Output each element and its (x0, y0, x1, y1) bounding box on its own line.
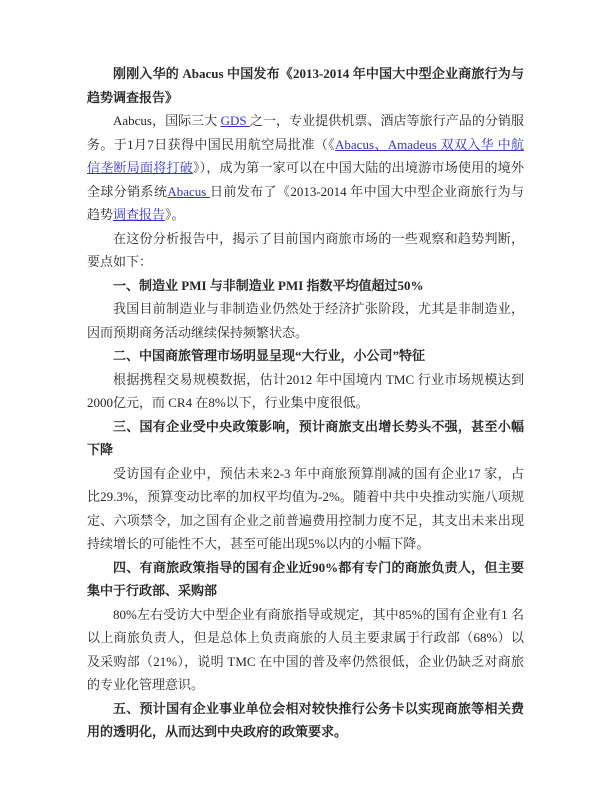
paragraph (87, 603, 524, 697)
text-run: 二、中国商旅管理市场明显呈现“大行业，小公司”特征 (113, 348, 426, 363)
hyperlink[interactable]: GDS (220, 113, 250, 128)
section-heading (87, 415, 524, 462)
hyperlink[interactable]: Abacus (167, 183, 210, 199)
document-title (87, 62, 524, 109)
text-run: 根据携程交易规模数据，估计2012 年中国境内 TMC 行业市场规模达到2000亿元，而 CR4 在8%以下，行业集中度很低。 (87, 371, 524, 410)
text-run: 日前发布了《2013-2014 年中国大中型企业商旅行为与趋势 (87, 183, 524, 222)
text-run: 80%左右受访大中型企业有商旅指导或规定，其中85%的国有企业有1 名以上商旅负责人，但是总体上负责商旅的人员主要隶属于行政部（68%）以及采购部（21%），说明 TMC 在中国的普及率仍然很低，企业仍缺乏对商旅的专业化管理意识。 (87, 606, 524, 692)
hyperlink[interactable]: Abacus、Amadeus 双双入华 中航信垄断局面将打破 (87, 136, 524, 175)
text-run: 我国目前制造业与非制造业仍然处于经济扩张阶段，尤其是非制造业，因而预期商务活动继续保持频繁状态。 (87, 301, 524, 340)
text-run: 四、有商旅政策指导的国有企业近90%都有专门的商旅负责人，但主要集中于行政部、采购部 (87, 559, 524, 598)
section-heading (87, 556, 524, 603)
text-run: 》。 (165, 207, 185, 222)
document-content (87, 62, 524, 744)
text-run: 受访国有企业中，预估未来2-3 年中商旅预算削减的国有企业17 家，占比29.3%，预算变动比率的加权平均值为-2%。随着中共中央推动实施八项规定、六项禁令，加之国有企业之前普遍费用控制力度不足，其支出未来出现持续增长的可能性不大，甚至可能出现5%以内的小幅下降。 (87, 465, 524, 551)
paragraph (87, 109, 524, 227)
text-run: 之一，专业提供机票、酒店等旅行产品的分销服务。于1月7日获得中国民用航空局批准（《 (87, 113, 524, 152)
section-heading (87, 274, 524, 298)
text-run: 一、制造业 PMI 与非制造业 PMI 指数平均值超过50% (113, 277, 424, 293)
text-run: 刚刚入华的 Abacus 中国发布《2013-2014 年中国大中型企业商旅行为与趋势调查报告》 (87, 66, 524, 105)
section-heading (87, 344, 524, 368)
text-run: 》），成为第一家可以在中国大陆的出境游市场使用的境外全球分销系统 (87, 160, 524, 199)
text-run: 在这份分析报告中，揭示了目前国内商旅市场的一些观察和趋势判断，要点如下： (87, 230, 524, 269)
paragraph (87, 227, 524, 274)
hyperlink[interactable]: 调查报告 (113, 207, 166, 222)
paragraph (87, 462, 524, 556)
paragraph (87, 297, 524, 344)
section-heading (87, 697, 524, 744)
text-run: 五、预计国有企业事业单位会相对较快推行公务卡以实现商旅等相关费用的透明化，从而达到中央政府的政策要求。 (87, 700, 524, 739)
paragraph (87, 368, 524, 415)
text-run: 三、国有企业受中央政策影响，预计商旅支出增长势头不强，甚至小幅下降 (87, 418, 524, 457)
text-run: Aabcus，国际三大 (113, 113, 221, 128)
